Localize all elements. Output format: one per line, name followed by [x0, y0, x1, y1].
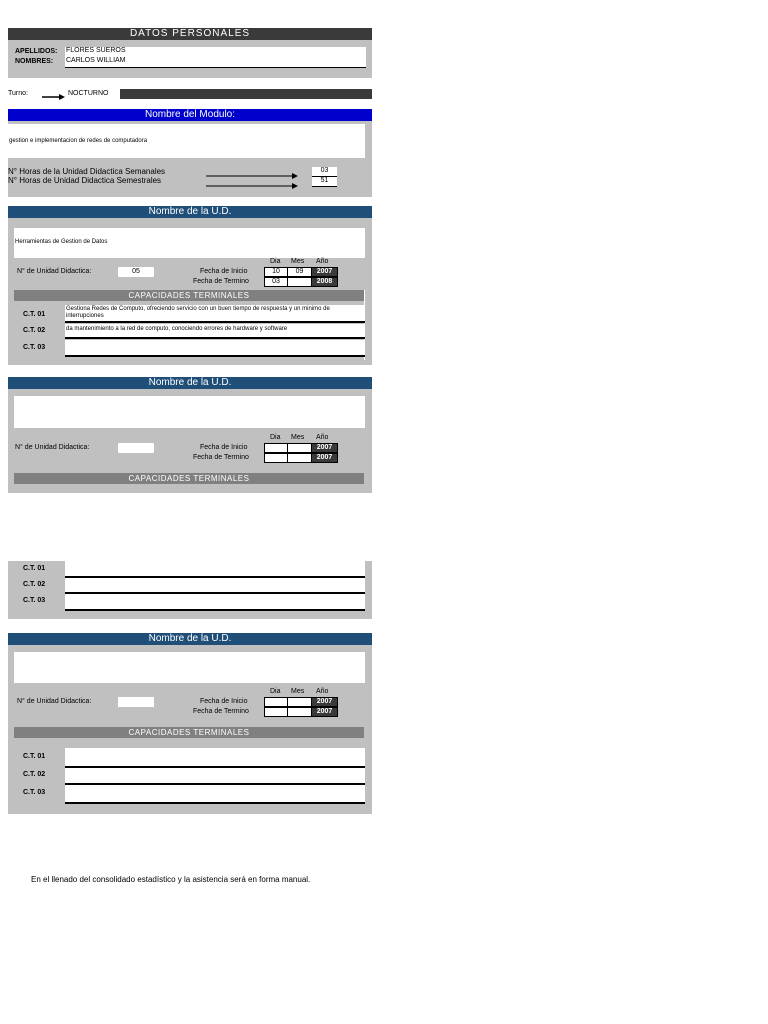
arrow-right-icon — [206, 177, 298, 195]
nombres-label: NOMBRES: — [15, 58, 54, 65]
ud1-inicio-dia[interactable]: 10 — [264, 267, 288, 277]
ud1-ct1-label: C.T. 01 — [23, 311, 46, 318]
nombres-field[interactable]: CARLOS WILLIAM — [65, 57, 366, 68]
horas-semestrales-label: N° Horas de Unidad Didactica Semestrales — [8, 176, 162, 185]
horas-semanales-label: N° Horas de la Unidad Didactica Semanales — [8, 167, 166, 176]
ud3-anio-label: Año — [316, 688, 329, 695]
modulo-header: Nombre del Modulo: — [8, 109, 372, 121]
ud2-num-field[interactable] — [118, 443, 154, 453]
ud1-capacidades-header: CAPACIDADES TERMINALES — [14, 290, 364, 301]
ud2-ct3-field[interactable] — [65, 594, 365, 611]
ud2-anio-label: Año — [316, 434, 329, 441]
ud2-inicio-anio[interactable]: 2007 — [311, 443, 338, 453]
ud3-mes-label: Mes — [291, 688, 305, 695]
ud2-capacidades-header: CAPACIDADES TERMINALES — [14, 473, 364, 484]
ud1-mes-label: Mes — [291, 258, 305, 265]
ud1-fecha-termino-label: Fecha de Termino — [193, 278, 249, 285]
ud2-fecha-inicio-label: Fecha de Inicio — [200, 444, 248, 451]
ud2-ct3-label: C.T. 03 — [23, 597, 46, 604]
apellidos-field[interactable]: FLORES SUEROS — [65, 47, 366, 58]
ud3-name-box[interactable] — [14, 652, 365, 683]
ud2-mes-label: Mes — [291, 434, 305, 441]
ud2-fecha-termino-label: Fecha de Termino — [193, 454, 249, 461]
ud3-termino-mes[interactable] — [287, 707, 312, 717]
ud2-header: Nombre de la U.D. — [8, 377, 372, 389]
ud3-dia-label: Dia — [270, 688, 281, 695]
ud1-inicio-anio[interactable]: 2007 — [311, 267, 338, 277]
ud2-termino-anio[interactable]: 2007 — [311, 453, 338, 463]
ud3-inicio-dia[interactable] — [264, 697, 288, 707]
ud3-termino-anio[interactable]: 2007 — [311, 707, 338, 717]
ud1-num-field[interactable]: 05 — [118, 267, 154, 277]
ud1-termino-dia[interactable]: 03 — [264, 277, 288, 287]
ud2-termino-dia[interactable] — [264, 453, 288, 463]
apellidos-label: APELLIDOS: — [15, 48, 58, 55]
ud1-termino-anio[interactable]: 2008 — [311, 277, 338, 287]
ud3-ct2-label: C.T. 02 — [23, 771, 46, 778]
ud2-inicio-mes[interactable] — [287, 443, 312, 453]
modulo-name: gestion e implementacion de redes de computadora — [9, 138, 148, 144]
ud2-ct2-field[interactable] — [65, 578, 365, 594]
datos-personales-header: DATOS PERSONALES — [8, 28, 372, 40]
ud2-ct1-label: C.T. 01 — [23, 565, 46, 572]
ud1-name: Herramientas de Gestion de Datos — [15, 239, 108, 245]
ud1-dia-label: Dia — [270, 258, 281, 265]
ud1-num-label: N° de Unidad Didactica: — [17, 268, 92, 275]
ud1-inicio-mes[interactable]: 09 — [287, 267, 312, 277]
ud2-ct1-field[interactable] — [65, 561, 365, 578]
ud1-ct2-value: da mantenimiento a la red de computo, conociendo errores de hardware y software — [66, 326, 288, 332]
ud2-ct2-label: C.T. 02 — [23, 581, 46, 588]
ud3-capacidades-header: CAPACIDADES TERMINALES — [14, 727, 364, 738]
ud3-inicio-anio[interactable]: 2007 — [311, 697, 338, 707]
ud1-header: Nombre de la U.D. — [8, 206, 372, 218]
ud3-fecha-termino-label: Fecha de Termino — [193, 708, 249, 715]
ud3-termino-dia[interactable] — [264, 707, 288, 717]
ud3-header: Nombre de la U.D. — [8, 633, 372, 645]
ud3-ct1-field[interactable] — [65, 748, 365, 768]
ud3-num-field[interactable] — [118, 697, 154, 707]
ud3-num-label: N° de Unidad Didactica: — [17, 698, 92, 705]
horas-semanales-field[interactable]: 03 — [312, 167, 337, 177]
ud3-inicio-mes[interactable] — [287, 697, 312, 707]
turno-value[interactable]: NOCTURNO — [66, 89, 120, 99]
ud1-termino-mes[interactable] — [287, 277, 312, 287]
ud2-name-box[interactable] — [14, 396, 365, 428]
ud1-ct3-field[interactable] — [65, 340, 365, 357]
ud3-ct1-label: C.T. 01 — [23, 753, 46, 760]
ud3-ct3-field[interactable] — [65, 785, 365, 804]
ud1-ct2-label: C.T. 02 — [23, 327, 46, 334]
ud3-fecha-inicio-label: Fecha de Inicio — [200, 698, 248, 705]
horas-semestrales-field[interactable]: 51 — [312, 177, 337, 187]
ud3-ct2-field[interactable] — [65, 768, 365, 785]
ud3-ct3-label: C.T. 03 — [23, 789, 46, 796]
ud2-num-label: N° de Unidad Didactica: — [15, 444, 90, 451]
ud2-inicio-dia[interactable] — [264, 443, 288, 453]
footer-note: En el llenado del consolidado estadístico y la asistencia será en forma manual. — [31, 875, 311, 884]
ud1-ct1-value: Gestiona Redes de Computo, ofreciendo servicio con un buen tiempo de respuesta y un minimo de interrupciones — [66, 306, 330, 319]
turno-label: Turno: — [8, 89, 40, 99]
ud1-fecha-inicio-label: Fecha de Inicio — [200, 268, 248, 275]
arrow-right-icon — [40, 89, 66, 99]
ud1-ct3-label: C.T. 03 — [23, 344, 46, 351]
ud2-dia-label: Dia — [270, 434, 281, 441]
ud1-anio-label: Año — [316, 258, 329, 265]
ud2-termino-mes[interactable] — [287, 453, 312, 463]
